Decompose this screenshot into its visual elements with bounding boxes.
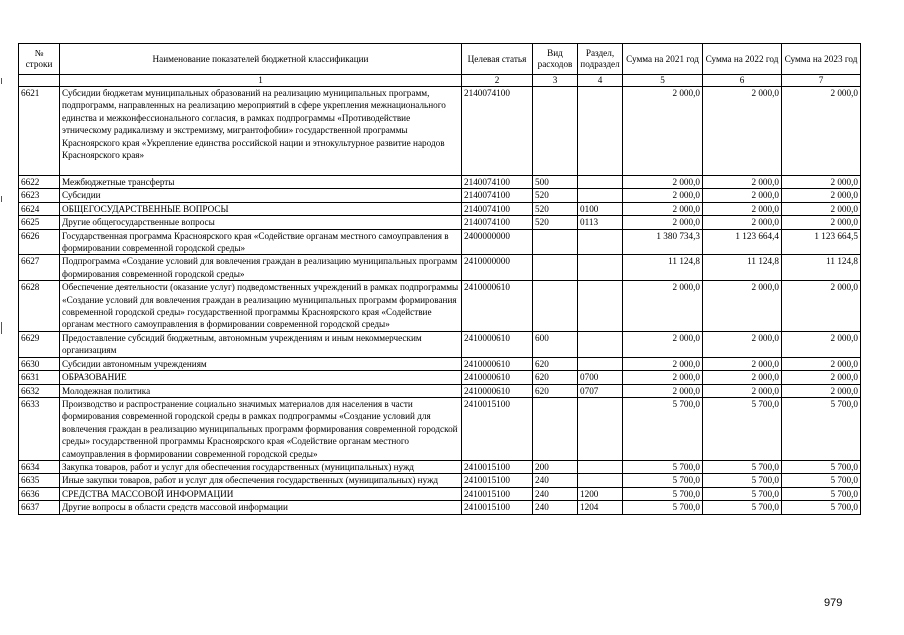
table-row [19, 255, 861, 281]
row-target: 2140074100 [462, 87, 533, 176]
margin-mark [1, 322, 2, 334]
row-name: Субсидии [60, 189, 462, 202]
column-number-row [19, 75, 861, 87]
row-target: 2410015100 [462, 501, 533, 514]
row-kind: 520 [533, 202, 578, 215]
row-name: Субсидии автономным учреждениям [60, 357, 462, 370]
row-target: 2140074100 [462, 189, 533, 202]
row-name: Государственная программа Красноярского края «Содействие органам местного самоуправления в формировании современной городской среды» [60, 229, 462, 255]
row-name: Иные закупки товаров, работ и услуг для обеспечения государственных (муниципальных) нужд [60, 474, 462, 487]
row-sum-2022: 2 000,0 [703, 331, 782, 357]
row-target: 2410015100 [462, 397, 533, 460]
row-section [578, 397, 623, 460]
table-row [19, 384, 861, 397]
col-number: 1 [60, 75, 462, 87]
row-sum-2021: 2 000,0 [623, 189, 703, 202]
row-sum-2023: 11 124,8 [782, 255, 861, 281]
row-name: Закупка товаров, работ и услуг для обеспечения государственных (муниципальных) нужд [60, 460, 462, 473]
header-num: № строки [19, 44, 60, 75]
row-sum-2021: 2 000,0 [623, 202, 703, 215]
row-kind: 600 [533, 331, 578, 357]
page-number: 979 [824, 597, 843, 609]
row-target: 2410000610 [462, 357, 533, 370]
row-sum-2022: 2 000,0 [703, 281, 782, 332]
row-name: Другие вопросы в области средств массовой информации [60, 501, 462, 514]
row-num: 6626 [19, 229, 60, 255]
row-name: Предоставление субсидий бюджетным, автономным учреждениям и иным некоммерческим организациям [60, 331, 462, 357]
row-kind: 240 [533, 501, 578, 514]
row-target: 2410000610 [462, 371, 533, 384]
row-sum-2022: 5 700,0 [703, 501, 782, 514]
row-name: Межбюджетные трансферты [60, 176, 462, 189]
row-sum-2022: 5 700,0 [703, 397, 782, 460]
row-sum-2023: 2 000,0 [782, 357, 861, 370]
row-kind [533, 255, 578, 281]
table-row [19, 202, 861, 215]
table-row [19, 281, 861, 332]
col-number: 4 [578, 75, 623, 87]
row-target: 2410015100 [462, 460, 533, 473]
row-num: 6629 [19, 331, 60, 357]
row-section: 0113 [578, 216, 623, 229]
row-sum-2023: 5 700,0 [782, 501, 861, 514]
row-kind [533, 281, 578, 332]
row-target: 2410015100 [462, 487, 533, 500]
col-number [19, 75, 60, 87]
row-sum-2021: 2 000,0 [623, 371, 703, 384]
row-section: 0700 [578, 371, 623, 384]
row-section [578, 189, 623, 202]
row-target: 2410000000 [462, 255, 533, 281]
header-name: Наименование показателей бюджетной классификации [60, 44, 462, 75]
row-sum-2021: 2 000,0 [623, 176, 703, 189]
row-name: СРЕДСТВА МАССОВОЙ ИНФОРМАЦИИ [60, 487, 462, 500]
budget-table-container [18, 43, 861, 515]
row-kind: 520 [533, 216, 578, 229]
row-sum-2023: 5 700,0 [782, 460, 861, 473]
row-sum-2021: 5 700,0 [623, 474, 703, 487]
row-sum-2023: 5 700,0 [782, 474, 861, 487]
row-sum-2021: 5 700,0 [623, 397, 703, 460]
row-name: Другие общегосударственные вопросы [60, 216, 462, 229]
row-kind [533, 229, 578, 255]
col-number: 7 [782, 75, 861, 87]
row-section [578, 281, 623, 332]
row-sum-2023: 2 000,0 [782, 202, 861, 215]
row-num: 6637 [19, 501, 60, 514]
row-sum-2021: 1 380 734,3 [623, 229, 703, 255]
row-name: ОБЩЕГОСУДАРСТВЕННЫЕ ВОПРОСЫ [60, 202, 462, 215]
header-2023: Сумма на 2023 год [782, 44, 861, 75]
row-kind [533, 397, 578, 460]
row-name: Производство и распространение социально значимых материалов для населения в части формирования современной городской среды в рамках подпрограммы «Создание условий для вовлечения граждан в реализацию муниципальных программ формирования современной городской среды» государственной программы Красноярского края «Содействие органам местного самоуправления в формировании современной городской среды» [60, 397, 462, 460]
row-num: 6622 [19, 176, 60, 189]
table-row [19, 460, 861, 473]
row-target: 2140074100 [462, 176, 533, 189]
row-section: 0100 [578, 202, 623, 215]
row-sum-2022: 5 700,0 [703, 487, 782, 500]
table-row [19, 371, 861, 384]
row-num: 6635 [19, 474, 60, 487]
row-kind: 240 [533, 474, 578, 487]
row-kind: 240 [533, 487, 578, 500]
row-sum-2023: 2 000,0 [782, 216, 861, 229]
table-row [19, 331, 861, 357]
row-target: 2410000610 [462, 281, 533, 332]
row-name: Молодежная политика [60, 384, 462, 397]
row-kind: 620 [533, 357, 578, 370]
row-sum-2021: 5 700,0 [623, 460, 703, 473]
row-sum-2023: 1 123 664,5 [782, 229, 861, 255]
row-sum-2022: 2 000,0 [703, 176, 782, 189]
row-sum-2023: 2 000,0 [782, 331, 861, 357]
row-sum-2021: 5 700,0 [623, 501, 703, 514]
table-row [19, 189, 861, 202]
row-target: 2140074100 [462, 202, 533, 215]
row-sum-2023: 2 000,0 [782, 176, 861, 189]
row-section [578, 229, 623, 255]
row-section [578, 176, 623, 189]
header-section: Раздел, подраздел [578, 44, 623, 75]
row-sum-2021: 11 124,8 [623, 255, 703, 281]
row-sum-2022: 11 124,8 [703, 255, 782, 281]
row-section [578, 460, 623, 473]
row-sum-2023: 2 000,0 [782, 384, 861, 397]
row-sum-2022: 5 700,0 [703, 460, 782, 473]
row-num: 6621 [19, 87, 60, 176]
header-2021: Сумма на 2021 год [623, 44, 703, 75]
row-num: 6627 [19, 255, 60, 281]
row-name: Подпрограмма «Создание условий для вовлечения граждан в реализацию муниципальных программ формирования современной городской среды» [60, 255, 462, 281]
row-num: 6624 [19, 202, 60, 215]
row-num: 6631 [19, 371, 60, 384]
row-sum-2022: 5 700,0 [703, 474, 782, 487]
row-kind: 520 [533, 189, 578, 202]
table-row [19, 501, 861, 514]
table-row [19, 474, 861, 487]
row-section: 1204 [578, 501, 623, 514]
row-name: ОБРАЗОВАНИЕ [60, 371, 462, 384]
row-sum-2021: 2 000,0 [623, 87, 703, 176]
row-target: 2400000000 [462, 229, 533, 255]
row-target: 2410000610 [462, 331, 533, 357]
row-num: 6630 [19, 357, 60, 370]
row-num: 6623 [19, 189, 60, 202]
row-kind: 500 [533, 176, 578, 189]
row-sum-2022: 2 000,0 [703, 216, 782, 229]
row-target: 2410000610 [462, 384, 533, 397]
margin-mark [1, 196, 2, 202]
table-row [19, 397, 861, 460]
row-sum-2021: 2 000,0 [623, 331, 703, 357]
row-sum-2023: 2 000,0 [782, 87, 861, 176]
row-sum-2022: 2 000,0 [703, 189, 782, 202]
row-section [578, 87, 623, 176]
row-target: 2410015100 [462, 474, 533, 487]
row-sum-2022: 2 000,0 [703, 371, 782, 384]
row-section [578, 255, 623, 281]
row-section [578, 331, 623, 357]
row-num: 6636 [19, 487, 60, 500]
row-sum-2023: 5 700,0 [782, 397, 861, 460]
row-sum-2023: 2 000,0 [782, 281, 861, 332]
row-num: 6632 [19, 384, 60, 397]
row-section: 0707 [578, 384, 623, 397]
col-number: 6 [703, 75, 782, 87]
header-kind: Вид расходов [533, 44, 578, 75]
budget-table [18, 43, 861, 515]
row-section: 1200 [578, 487, 623, 500]
header-target: Целевая статья [462, 44, 533, 75]
row-sum-2021: 2 000,0 [623, 357, 703, 370]
table-row [19, 216, 861, 229]
row-sum-2023: 2 000,0 [782, 189, 861, 202]
row-sum-2022: 2 000,0 [703, 87, 782, 176]
table-row [19, 487, 861, 500]
row-kind [533, 87, 578, 176]
row-sum-2022: 2 000,0 [703, 357, 782, 370]
row-sum-2021: 2 000,0 [623, 281, 703, 332]
row-target: 2140074100 [462, 216, 533, 229]
row-kind: 620 [533, 384, 578, 397]
col-number: 3 [533, 75, 578, 87]
col-number: 2 [462, 75, 533, 87]
row-sum-2021: 2 000,0 [623, 384, 703, 397]
row-sum-2022: 2 000,0 [703, 202, 782, 215]
row-section [578, 357, 623, 370]
row-num: 6625 [19, 216, 60, 229]
row-kind: 200 [533, 460, 578, 473]
margin-mark [1, 78, 2, 84]
table-row [19, 176, 861, 189]
row-sum-2022: 1 123 664,4 [703, 229, 782, 255]
row-num: 6628 [19, 281, 60, 332]
row-name: Субсидии бюджетам муниципальных образований на реализацию муниципальных программ, подпрограмм, направленных на реализацию мероприятий в сфере укрепления межнационального единства и межконфессионального согласия, в рамках подпрограммы «Противодействие этническому радикализму и экстремизму, мигрантофобии» государственной программы Красноярского края «Укрепление единства российской нации и этнокультурное развитие народов Красноярского края» [60, 87, 462, 176]
row-kind: 620 [533, 371, 578, 384]
row-sum-2023: 2 000,0 [782, 371, 861, 384]
row-num: 6633 [19, 397, 60, 460]
row-sum-2021: 2 000,0 [623, 216, 703, 229]
table-row [19, 357, 861, 370]
header-row [19, 44, 861, 75]
header-2022: Сумма на 2022 год [703, 44, 782, 75]
table-row [19, 87, 861, 176]
row-section [578, 474, 623, 487]
row-sum-2021: 5 700,0 [623, 487, 703, 500]
row-sum-2022: 2 000,0 [703, 384, 782, 397]
table-row [19, 229, 861, 255]
row-name: Обеспечение деятельности (оказание услуг) подведомственных учреждений в рамках подпрограммы «Создание условий для вовлечения граждан в реализацию муниципальных программ формирования современной городской среды» государственной программы Красноярского края «Содействие органам местного самоуправления в формировании современной городской среды» [60, 281, 462, 332]
row-sum-2023: 5 700,0 [782, 487, 861, 500]
row-num: 6634 [19, 460, 60, 473]
col-number: 5 [623, 75, 703, 87]
